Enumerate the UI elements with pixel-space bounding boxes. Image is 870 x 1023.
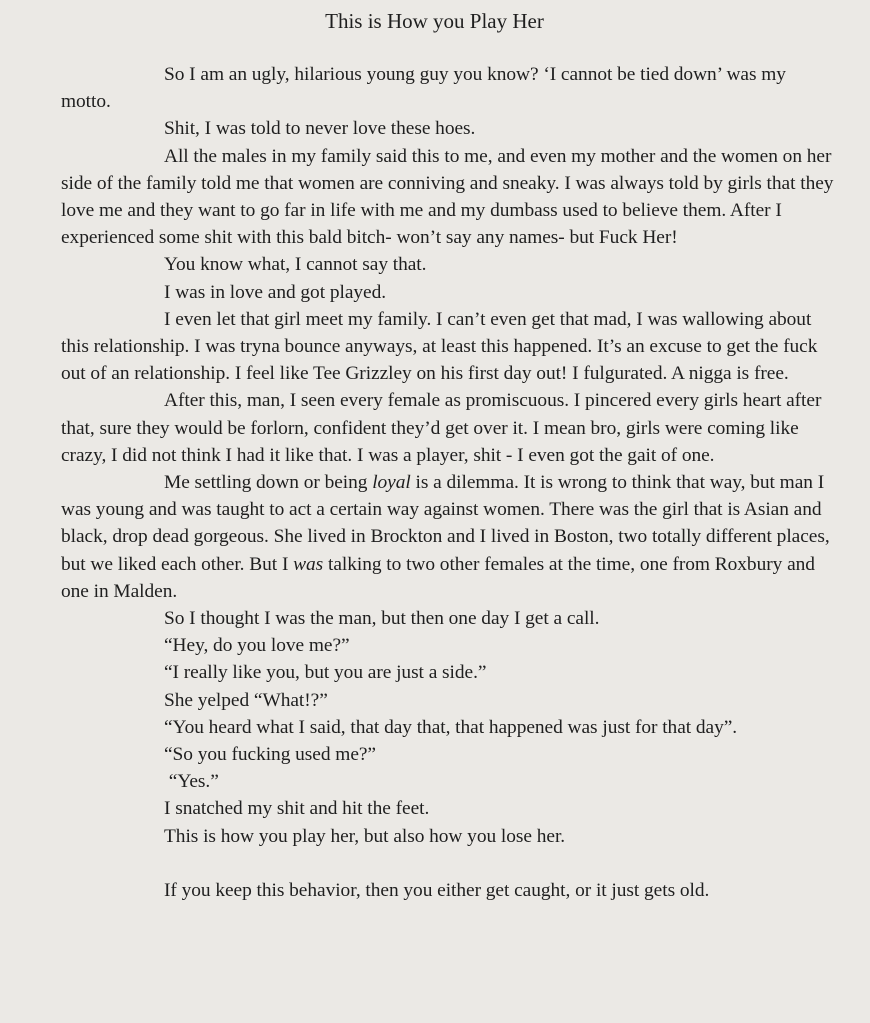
paragraph-6: I even let that girl meet my family. I can’t even get that mad, I was wallowing about this relationship. I was tryna bounce anyways, at least this happened. It’s an excuse to get the fuck out of an relationship. I feel like Tee Grizzley on his first day out! I fulgurated. A nigga is free. — [61, 308, 818, 385]
dialogue-line-7: “Yes.” — [164, 771, 219, 793]
blank-line — [61, 850, 834, 877]
dialogue-line-8: I snatched my shit and hit the feet. — [164, 798, 430, 820]
document-body — [61, 61, 834, 904]
paragraph-8-text-b: is a dilemma. It is wrong to think that way, but man I was young and was taught to act a certain way against women. There was the girl that is Asian and black, drop dead gorgeous. She lived in Brockton and I lived in Boston, two totally different places, but we liked each other. But I — [61, 472, 830, 575]
paragraph-7: After this, man, I seen every female as promiscuous. I pincered every girls heart after that, sure they would be forlorn, confident they’d get over it. I mean bro, girls were coming like crazy, I did not think I had it like that. I was a player, shit - I even got the gait of one. — [61, 390, 822, 466]
dialogue-line-3: “I really like you, but you are just a side.” — [164, 662, 487, 684]
dialogue-line-5: “You heard what I said, that day that, that happened was just for that day”. — [164, 716, 738, 738]
paragraph-8-text-a: Me settling down or being — [164, 472, 373, 494]
paragraph-2: Shit, I was told to never love these hoes. — [164, 118, 476, 140]
dialogue-line-2: “Hey, do you love me?” — [164, 635, 350, 657]
paragraph-4: You know what, I cannot say that. — [164, 254, 427, 276]
dialogue-line-6: “So you fucking used me?” — [164, 744, 376, 766]
emphasis-was: was — [293, 553, 324, 575]
paragraph-1: So I am an ugly, hilarious young guy you know? ‘I cannot be tied down’ was my motto. — [61, 64, 786, 113]
paragraph-3: All the males in my family said this to me, and even my mother and the women on her side of the family told me that women are conniving and sneaky. I was always told by girls that they love me and they want to go far in life with me and my dumbass used to believe them. After I experienced some shit with this bald bitch- won’t say any names- but Fuck Her! — [61, 145, 834, 249]
dialogue-line-9: This is how you play her, but also how you lose her. — [164, 825, 566, 847]
paragraph-8-text-c: talking to two other females at the time, one from Roxbury and one in Malden. — [61, 553, 815, 602]
dialogue-line-4: She yelped “What!?” — [164, 689, 328, 711]
closing-line: If you keep this behavior, then you either get caught, or it just gets old. — [164, 879, 710, 901]
emphasis-loyal: loyal — [372, 472, 411, 494]
dialogue-line-1: So I thought I was the man, but then one day I get a call. — [164, 608, 600, 630]
paragraph-8 — [61, 469, 834, 605]
document-title: This is How you Play Her — [325, 9, 544, 33]
paragraph-5: I was in love and got played. — [164, 281, 387, 303]
